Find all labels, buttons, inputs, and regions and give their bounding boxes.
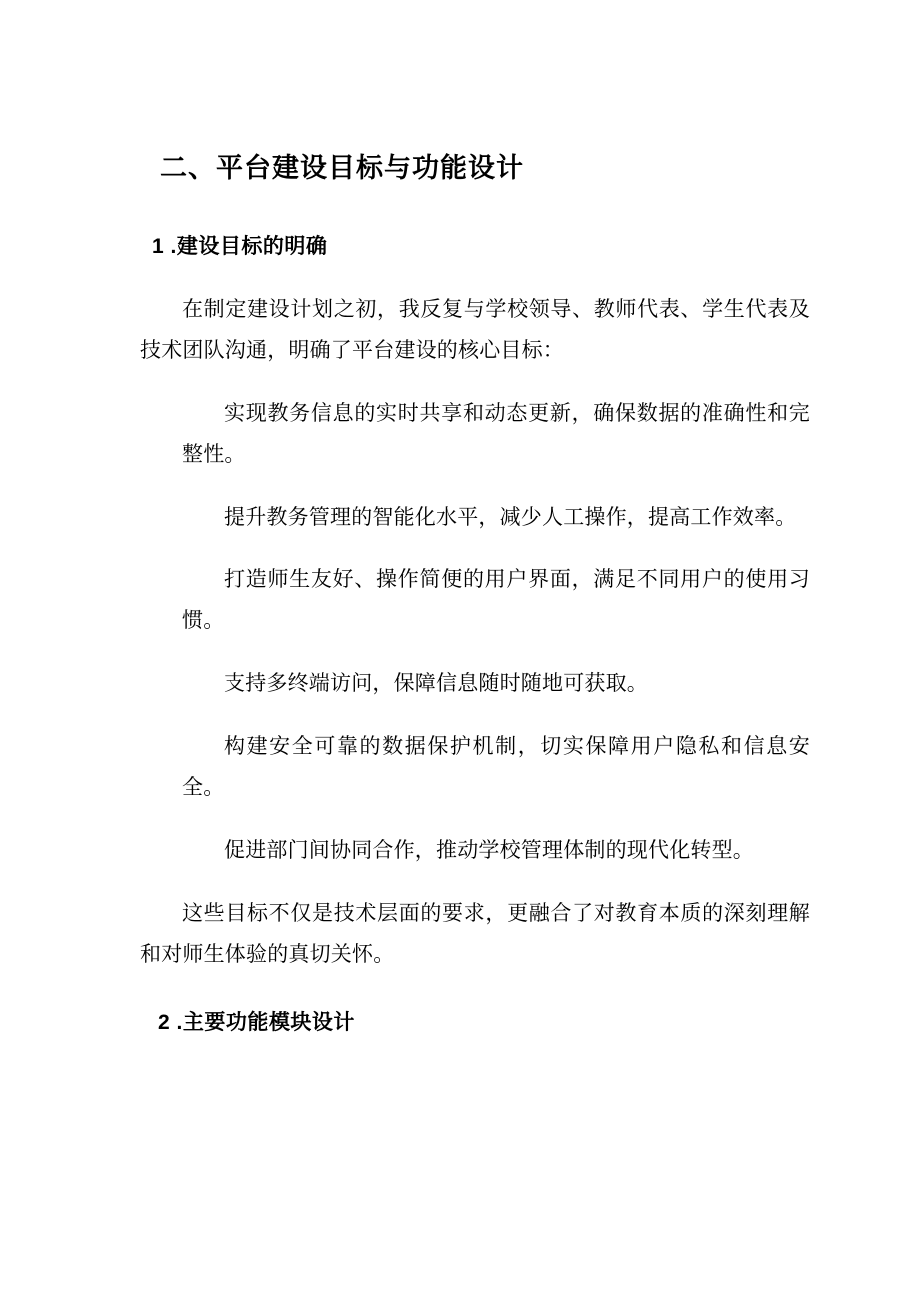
section-heading-2: 2 .主要功能模块设计 <box>158 1010 355 1034</box>
goal-item-1: 实现教务信息的实时共享和动态更新，确保数据的准确性和完整性。 <box>182 401 810 466</box>
goal-item-2: 提升教务管理的智能化水平，减少人工操作，提高工作效率。 <box>224 505 797 529</box>
goal-item-3: 打造师生友好、操作简便的用户界面，满足不同用户的使用习惯。 <box>182 568 810 633</box>
goal-item-4: 支持多终端访问，保障信息随时随地可获取。 <box>224 672 648 696</box>
paragraph-summary: 这些目标不仅是技术层面的要求，更融合了对教育本质的深刻理解和对师生体验的真切关怀。 <box>140 902 810 967</box>
paragraph-intro: 在制定建设计划之初，我反复与学校领导、教师代表、学生代表及技术团队沟通，明确了平台建设的核心目标： <box>140 297 810 362</box>
goal-item-5: 构建安全可靠的数据保护机制，切实保障用户隐私和信息安全。 <box>182 735 810 800</box>
goal-item-6: 促进部门间协同合作，推动学校管理体制的现代化转型。 <box>224 839 754 863</box>
section-heading-1: 1 .建设目标的明确 <box>152 234 328 258</box>
page-title: 二、平台建设目标与功能设计 <box>160 153 524 183</box>
